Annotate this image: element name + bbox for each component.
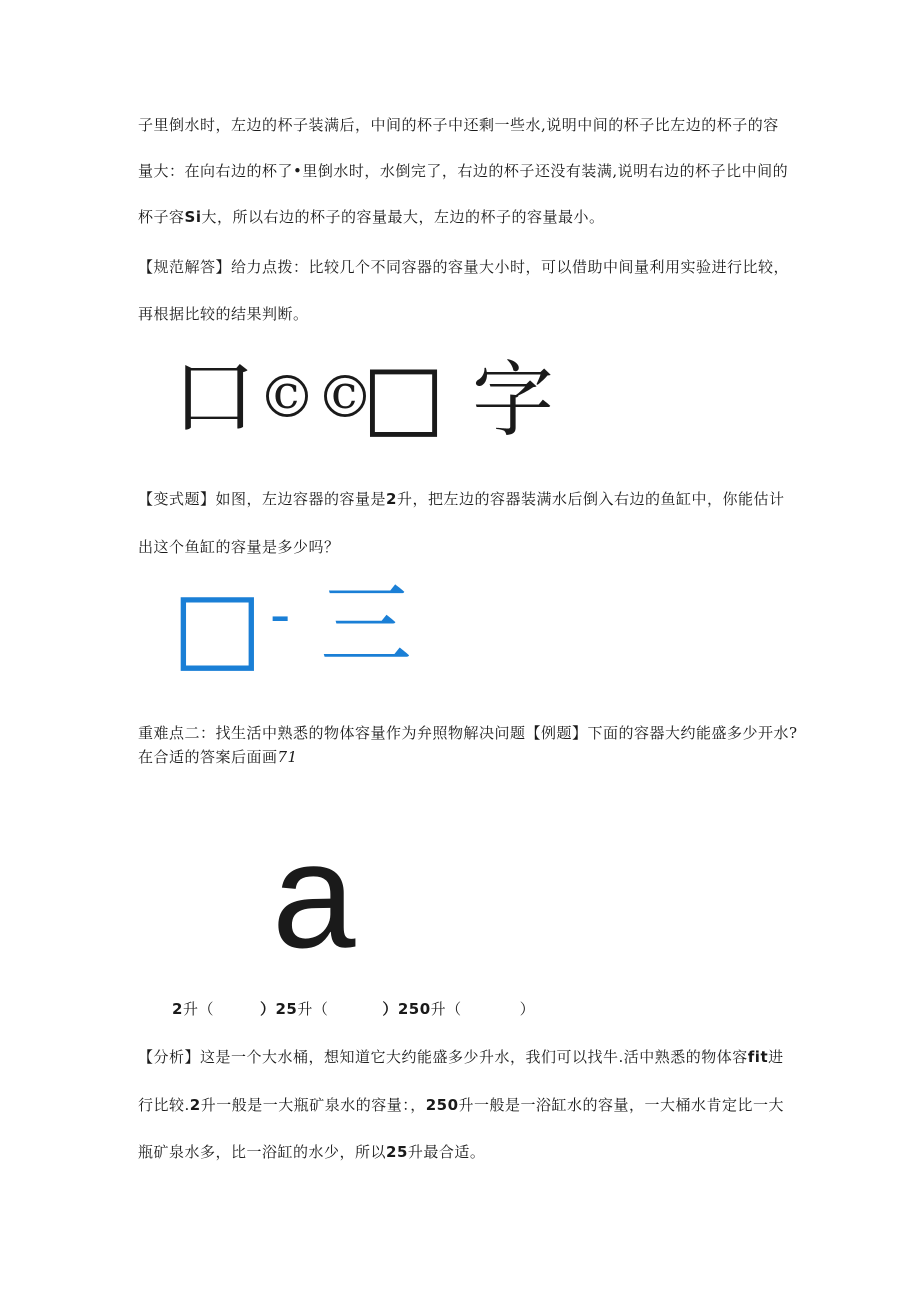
number-fragment: 250 (425, 1096, 459, 1114)
text-fragment: 【变式题】如图，左边容器的容量是 (138, 490, 387, 508)
text-fragment: 升一般是一浴缸水的容量，一大桶水肯定比一大 (458, 1096, 785, 1114)
answer-line1: 【规范解答】给力点拨：比较几个不同容器的容量大小时，可以借助中间量利用实验进行比较， (138, 258, 790, 276)
option-unit: 升（ (297, 1000, 329, 1018)
text-fragment: 升最合适。 (407, 1143, 486, 1161)
keypoint-line2 (138, 746, 298, 767)
container-glyph-3: □ (362, 344, 446, 447)
variant-line1 (138, 488, 784, 509)
text-fragment: 大，所以右边的杯子的容量最大，左边的杯子的容量最小。 (201, 208, 605, 226)
answer-line2: 再根据比较的结果判断。 (138, 305, 309, 323)
text-fragment: 杯子容 (138, 208, 185, 226)
option-number: 2 (172, 1000, 183, 1018)
option-number: ）250 (382, 1000, 431, 1018)
text-fragment: 进 (768, 1048, 784, 1066)
variant-line2: 出这个鱼缸的容量是多少吗？ (138, 538, 340, 556)
ocr-fragment: 71 (277, 748, 298, 766)
text-fragment: 升，把左边的容器装满水后倒入右边的鱼缸中，你能估计 (396, 490, 785, 508)
text-fragment: 升一般是一大瓶矿泉水的容量：， (200, 1096, 426, 1114)
option-close: ） (519, 1000, 536, 1018)
container-glyph-4: 字 (472, 353, 555, 448)
paragraph1-line3 (138, 206, 604, 227)
text-fragment: 在合适的答案后面画 (138, 748, 278, 766)
text-fragment: 【分析】这是一个大水桶，想知道它大约能盛多少升水，我们可以找牛.活中熟悉的物体容 (138, 1048, 748, 1066)
text-fragment: 瓶矿泉水多，比一浴缸的水少，所以 (138, 1143, 387, 1161)
number-fragment: 2 (189, 1096, 201, 1114)
container-glyph-2: ©© (258, 363, 374, 431)
text-fragment: 行比较. (138, 1096, 190, 1114)
blue-container-glyph: □ (172, 570, 263, 682)
bucket-glyph: a (272, 811, 356, 979)
container-glyph-1: 口 (172, 348, 257, 446)
analysis-line1 (138, 1046, 784, 1067)
keypoint-line1: 重难点二：找生活中熟悉的物体容量作为弁照物解决问题【例题】下面的容器大约能盛多少开水? (138, 724, 798, 742)
number-fragment: 25 (386, 1143, 408, 1161)
analysis-line3 (138, 1141, 485, 1162)
blue-arrow-glyph: - (270, 580, 291, 650)
option-unit: 升（ (182, 1000, 214, 1018)
paragraph1-line2: 量大：在向右边的杯了•里倒水时，水倒完了，右边的杯子还没有装满,说明右边的杯子比中间的 (138, 162, 789, 180)
option-number: ）25 (259, 1000, 298, 1018)
number-fragment: 2 (386, 490, 397, 508)
blue-fishtank-glyph: 三 (320, 572, 413, 679)
ocr-fragment: Si (184, 208, 202, 226)
options-line (172, 998, 535, 1019)
analysis-line2 (138, 1094, 784, 1115)
ocr-fragment: fit (747, 1048, 769, 1066)
paragraph1-line1: 子里倒水时，左边的杯子装满后，中间的杯子中还剩一些水,说明中间的杯子比左边的杯子的容 (138, 116, 779, 134)
option-unit: 升（ (430, 1000, 462, 1018)
